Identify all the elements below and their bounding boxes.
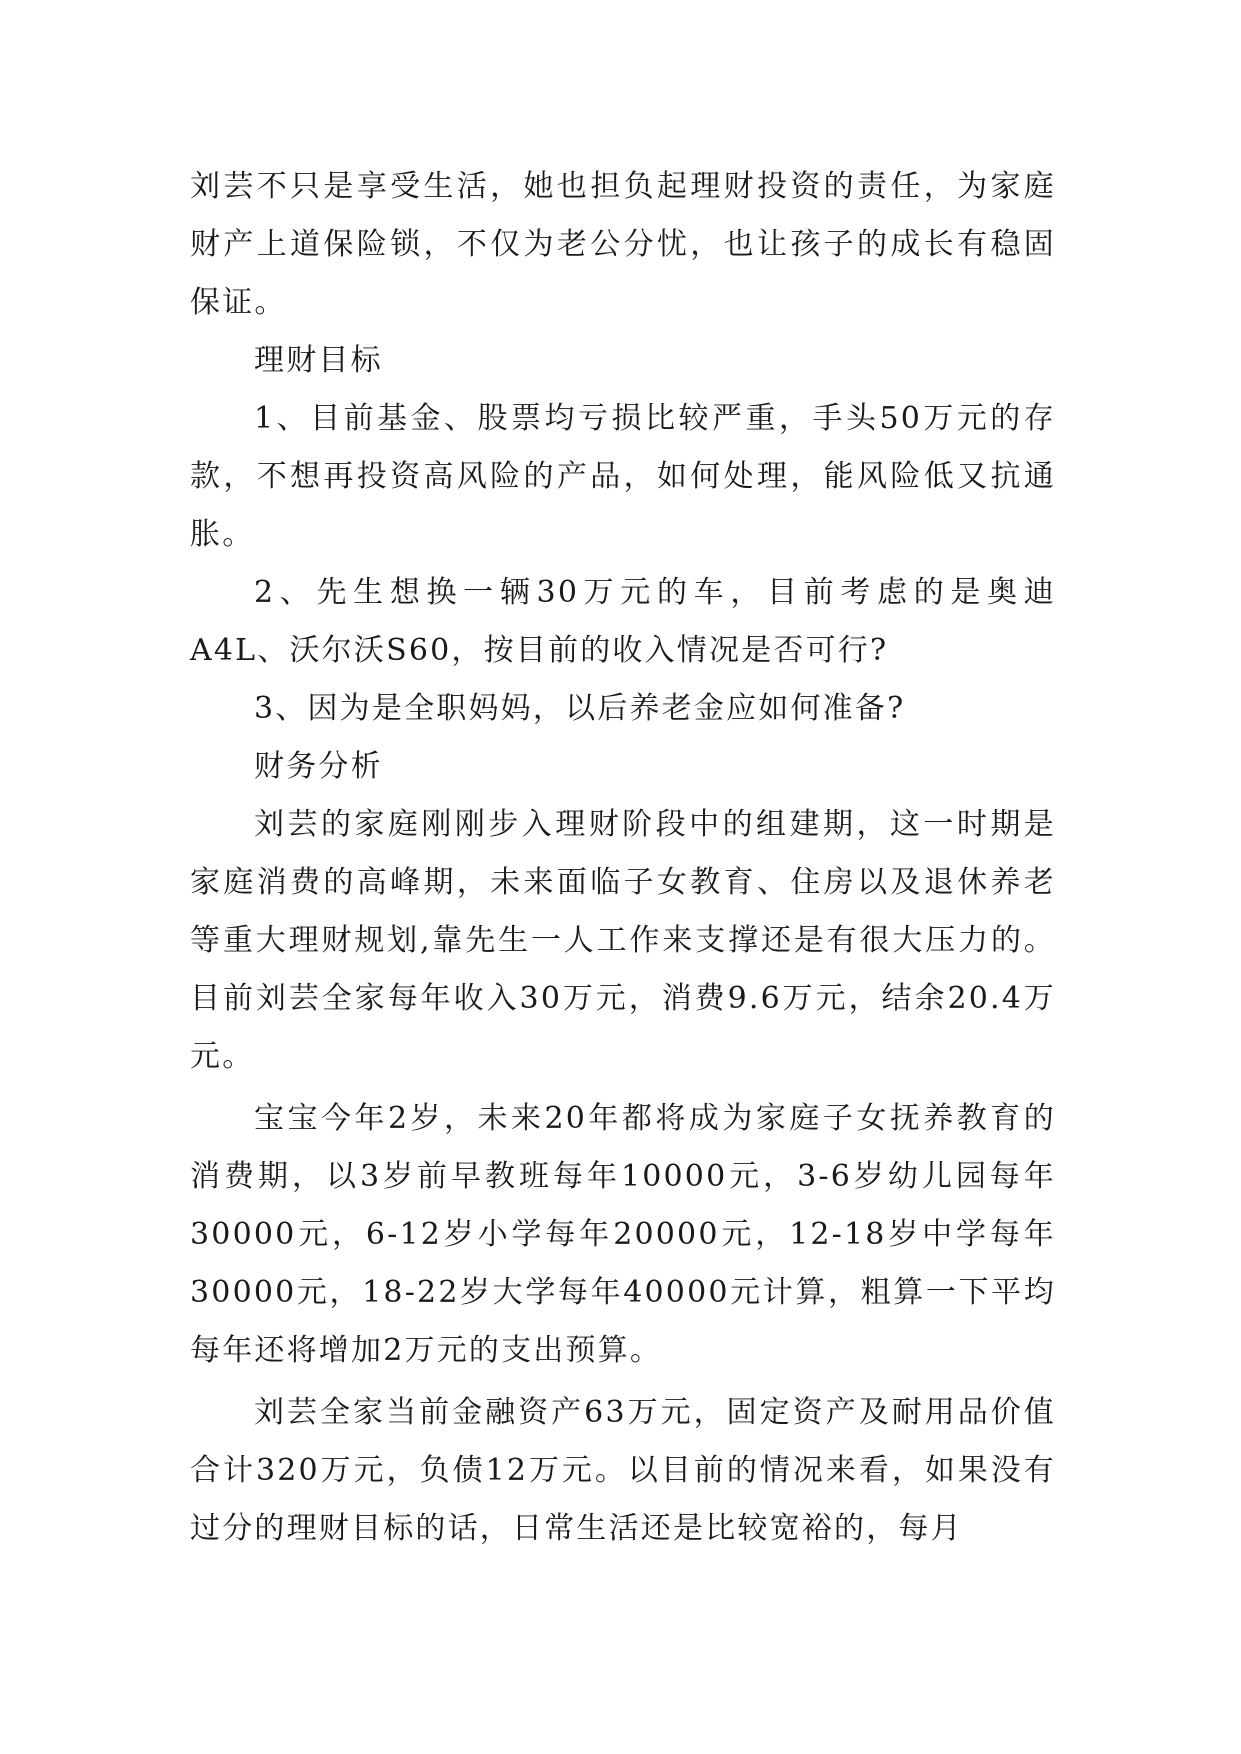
- paragraph-intro: 刘芸不只是享受生活，她也担负起理财投资的责任，为家庭财产上道保险锁，不仅为老公分忧，也让孩子的成长有稳固保证。: [190, 169, 1056, 320]
- goal-item-3: 3、因为是全职妈妈，以后养老金应如何准备?: [254, 691, 906, 726]
- document-body: [190, 158, 1056, 1558]
- heading-financial-analysis: 财务分析: [254, 749, 383, 784]
- paragraph-analysis-1: 刘芸的家庭刚刚步入理财阶段中的组建期，这一时期是家庭消费的高峰期，未来面临子女教育、住房以及退休养老等重大理财规划,靠先生一人工作来支撑还是有很大压力的。目前刘芸全家每年收入30万元，消费9.6万元，结余20.4万元。: [190, 807, 1056, 1074]
- heading-financial-goals: 理财目标: [254, 343, 383, 378]
- goal-item-2: 2、先生想换一辆30万元的车，目前考虑的是奥迪A4L、沃尔沃S60，按目前的收入情况是否可行?: [190, 575, 1056, 668]
- goal-item-1: 1、目前基金、股票均亏损比较严重，手头50万元的存款，不想再投资高风险的产品，如何处理，能风险低又抗通胀。: [190, 401, 1056, 552]
- paragraph-analysis-3: 刘芸全家当前金融资产63万元，固定资产及耐用品价值合计320万元，负债12万元。以目前的情况来看，如果没有过分的理财目标的话，日常生活还是比较宽裕的，每月: [190, 1395, 1056, 1546]
- paragraph-analysis-2: 宝宝今年2岁，未来20年都将成为家庭子女抚养教育的消费期，以3岁前早教班每年10000元，3-6岁幼儿园每年30000元，6-12岁小学每年20000元，12-18岁中学每年30000元，18-22岁大学每年40000元计算，粗算一下平均每年还将增加2万元的支出预算。: [190, 1101, 1056, 1368]
